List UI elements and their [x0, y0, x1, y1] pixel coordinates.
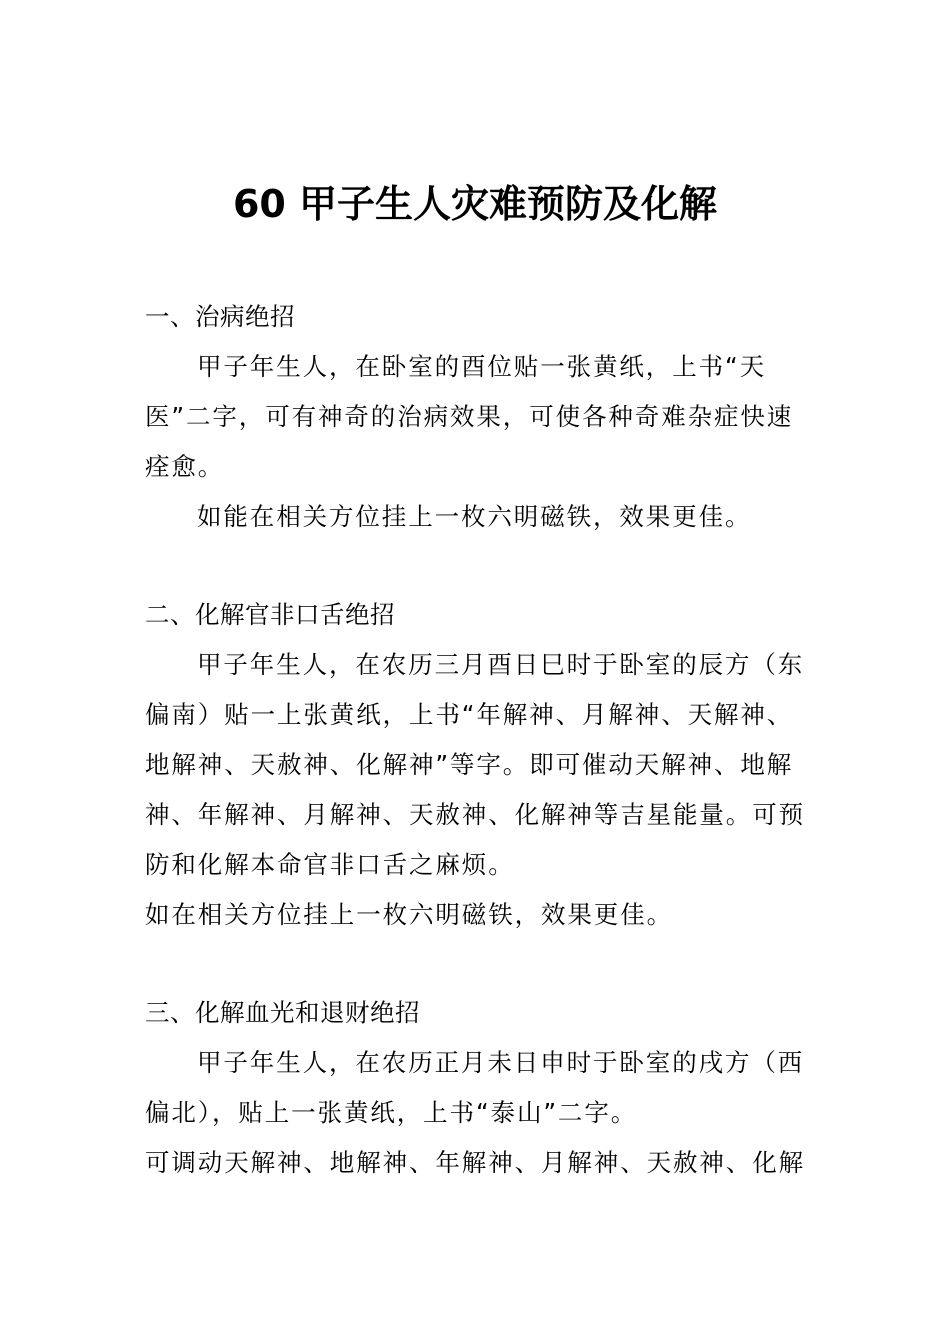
paragraph-line: 痊愈。: [145, 452, 225, 481]
paragraph-line: 如能在相关方位挂上一枚六明磁铁，效果更佳。: [197, 502, 752, 531]
paragraph-line: 地解神、天赦神、化解神”等字。即可催动天解神、地解: [145, 750, 794, 779]
paragraph-line: 神、年解神、月解神、天赦神、化解神等吉星能量。可预: [145, 800, 805, 829]
paragraph-line: 可调动天解神、地解神、年解神、月解神、天赦神、化解: [145, 1148, 805, 1177]
section-heading: 一、治病绝招: [145, 302, 295, 331]
paragraph-line: 偏北），贴上一张黄纸，上书“泰山”二字。: [145, 1098, 638, 1127]
paragraph-line: 防和化解本命官非口舌之麻烦。: [145, 850, 515, 879]
paragraph-line: 甲子年生人，在卧室的酉位贴一张黄纸，上书“天: [197, 352, 766, 381]
paragraph-line: 如在相关方位挂上一枚六明磁铁，效果更佳。: [145, 900, 673, 929]
paragraph-line: 甲子年生人，在农历三月酉日巳时于卧室的辰方（东: [197, 650, 805, 679]
document-title: 60 甲子生人灾难预防及化解: [232, 182, 718, 226]
section-heading: 三、化解血光和退财绝招: [145, 998, 420, 1027]
paragraph-line: 医”二字，可有神奇的治病效果，可使各种奇难杂症快速: [145, 402, 794, 431]
paragraph-line: 偏南）贴一上张黄纸，上书“年解神、月解神、天解神、: [145, 700, 794, 729]
paragraph-line: 甲子年生人，在农历正月未日申时于卧室的戌方（西: [197, 1048, 805, 1077]
section-heading: 二、化解官非口舌绝招: [145, 600, 395, 629]
